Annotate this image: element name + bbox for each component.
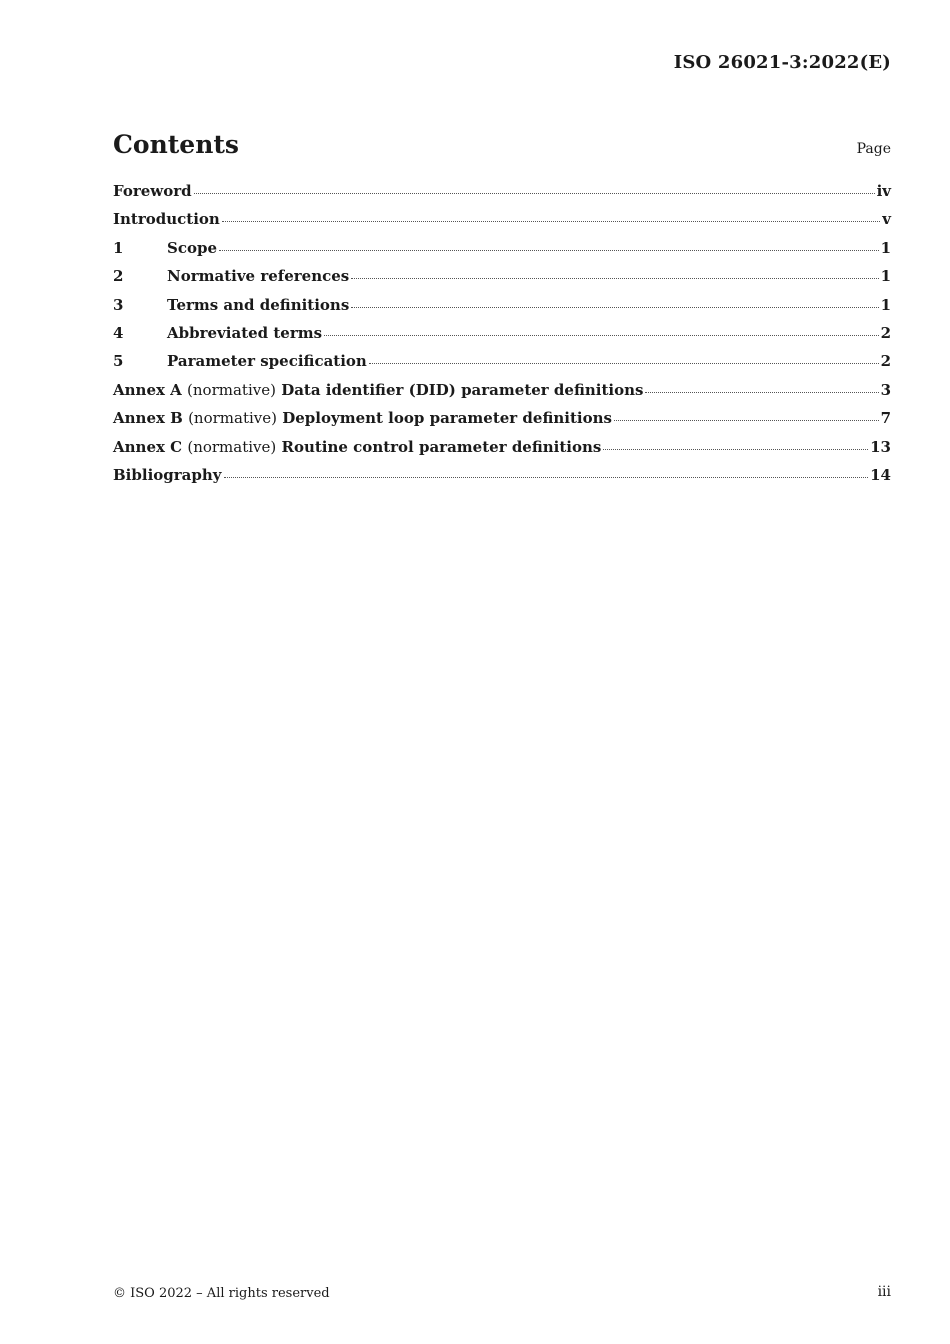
toc-entry-page: 2 — [880, 352, 891, 371]
toc-entry-title: Terms and definitions — [167, 295, 350, 314]
dot-leader — [614, 420, 879, 421]
toc-entry-title: Foreword — [113, 182, 192, 200]
toc-entry-annex-a[interactable] — [113, 381, 891, 409]
dot-leader — [369, 363, 879, 364]
toc-entry-terms-and-definitions[interactable] — [113, 296, 891, 324]
dot-leader — [351, 307, 878, 308]
toc-entry-title: Scope — [167, 238, 218, 257]
toc-entry-page: v — [882, 210, 891, 229]
toc-entry-page: 1 — [880, 295, 891, 314]
toc-entry-bibliography[interactable] — [113, 466, 891, 494]
toc-entry-title: Introduction — [113, 210, 220, 229]
toc-entry-title: Normative references — [167, 267, 350, 286]
dot-leader — [194, 193, 875, 194]
contents-heading: Contents — [113, 130, 240, 159]
toc-entry-normative-references[interactable] — [113, 267, 891, 295]
toc-entry-number: 3 — [113, 295, 124, 314]
toc-entry-page: 1 — [880, 267, 891, 286]
toc-entry-page: 3 — [880, 380, 891, 399]
annex-kind: (normative) — [187, 437, 277, 456]
annex-title: Routine control parameter definitions — [281, 437, 602, 456]
dot-leader — [324, 335, 878, 336]
toc-entry-abbreviated-terms[interactable] — [113, 324, 891, 352]
toc-entry-number: 5 — [113, 352, 124, 371]
toc-entry-page: 1 — [880, 238, 891, 257]
page-column-label: Page — [856, 141, 891, 157]
dot-leader — [222, 221, 880, 222]
annex-title: Data identifier (DID) parameter definitions — [281, 380, 644, 399]
toc-entry-annex-b[interactable] — [113, 409, 891, 437]
toc-entry-title — [113, 438, 601, 456]
document-identifier: ISO 26021-3:2022(E) — [673, 52, 891, 73]
toc-entry-title: Parameter specification — [167, 352, 367, 371]
toc-entry-title — [113, 409, 612, 427]
dot-leader — [645, 392, 878, 393]
toc-entry-page: 7 — [880, 409, 891, 428]
toc-entry-number: 1 — [113, 238, 124, 257]
toc-entry-foreword[interactable] — [113, 182, 891, 210]
copyright-notice: © ISO 2022 – All rights reserved — [113, 1286, 330, 1301]
toc-entry-number: 4 — [113, 323, 124, 342]
toc-entry-title — [113, 381, 643, 399]
footer-page-number: iii — [877, 1284, 891, 1300]
toc-entry-parameter-specification[interactable] — [113, 352, 891, 380]
dot-leader — [224, 477, 869, 478]
annex-kind: (normative) — [188, 409, 277, 428]
dot-leader — [219, 250, 879, 251]
annex-title: Deployment loop parameter definitions — [282, 409, 612, 428]
table-of-contents — [113, 182, 891, 494]
annex-label: Annex B — [113, 409, 183, 428]
toc-entry-annex-c[interactable] — [113, 438, 891, 466]
annex-label: Annex C — [113, 437, 183, 456]
toc-entry-page: 2 — [880, 323, 891, 342]
dot-leader — [351, 278, 878, 279]
toc-entry-title: Abbreviated terms — [167, 323, 323, 342]
toc-entry-page: iv — [876, 182, 891, 200]
toc-entry-number: 2 — [113, 267, 124, 286]
toc-entry-introduction[interactable] — [113, 210, 891, 238]
annex-label: Annex A — [113, 380, 182, 399]
dot-leader — [603, 449, 868, 450]
toc-entry-title: Bibliography — [113, 465, 222, 484]
toc-entry-page: 13 — [870, 437, 891, 456]
toc-entry-scope[interactable] — [113, 239, 891, 267]
toc-entry-page: 14 — [870, 465, 891, 484]
annex-kind: (normative) — [187, 380, 276, 399]
